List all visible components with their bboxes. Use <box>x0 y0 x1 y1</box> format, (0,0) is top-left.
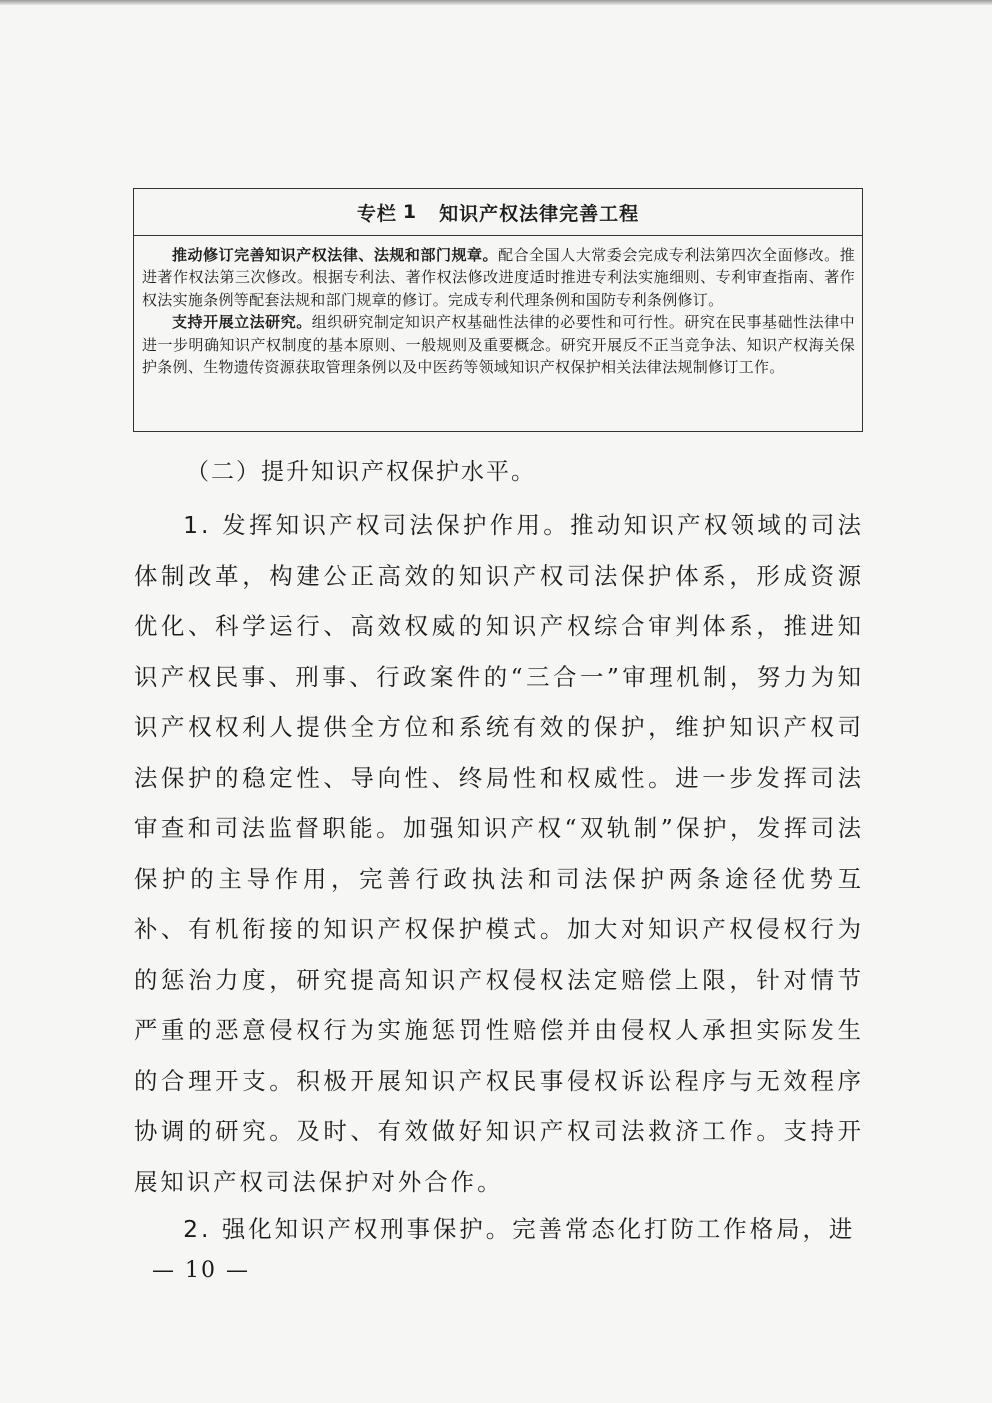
column-item <box>142 244 855 311</box>
column-item-lead: 推动修订完善知识产权法律、法规和部门规章。 <box>172 246 499 264</box>
body-paragraph <box>134 1204 864 1256</box>
column-item-text: 组织研究制定知识产权基础性法律的必要性和可行性。研究在民事基础性法律中进一步明确知识产权制度的基本原则、一般规则及重要概念。研究开展反不正当竞争法、知识产权海关保护条例、生物遗传资源获取管理条例以及中医药等领域知识产权保护相关法律法规制修订工作。 <box>142 313 855 377</box>
scan-top-edge <box>0 0 992 5</box>
body-paragraph <box>134 500 864 1207</box>
paragraph-text: 完善常态化打防工作格局，进 <box>512 1215 856 1243</box>
column-item-text: 配合全国人大常委会完成专利法第四次全面修改。推进著作权法第三次修改。根据专利法、著作权法修改进度适时推进专利法实施细则、专利审查指南、著作权法实施条例等配套法规和部门规章的修订。完成专利代理条例和国防专利条例修订。 <box>142 246 856 309</box>
page-number: — 10 — <box>152 1258 250 1283</box>
paragraph-text: 推动知识产权领域的司法体制改革，构建公正高效的知识产权司法保护体系，形成资源优化、科学运行、高效权威的知识产权综合审判体系，推进知识产权民事、刑事、行政案件的“三合一”审理机制，努力为知识产权权利人提供全方位和系统有效的保护，维护知识产权司法保护的稳定性、导向性、终局性和权威性。进一步发挥司法审查和司法监督职能。加强知识产权“双轨制”保护，发挥司法保护的主导作用，完善行政执法和司法保护两条途径优势互补、有机衔接的知识产权保护模式。加大对知识产权侵权行为的惩治力度，研究提高知识产权侵权法定赔偿上限，针对情节严重的恶意侵权行为实施惩罚性赔偿并由侵权人承担实际发生的合理开支。积极开展知识产权民事侵权诉讼程序与无效程序协调的研究。及时、有效做好知识产权司法救济工作。支持开展知识产权司法保护对外合作。 <box>134 511 864 1196</box>
column-item-lead: 支持开展立法研究。 <box>172 313 312 332</box>
column-box <box>133 188 863 432</box>
column-number: 1 <box>402 201 418 223</box>
column-title <box>134 189 862 236</box>
column-item <box>142 311 855 378</box>
column-label: 专栏 <box>356 202 397 225</box>
column-title-text: 知识产权法律完善工程 <box>439 202 640 225</box>
column-body <box>134 236 862 378</box>
paragraph-lead: 2. 强化知识产权刑事保护。 <box>183 1215 513 1243</box>
section-heading: （二）提升知识产权保护水平。 <box>186 459 536 485</box>
paragraph-lead: 1. 发挥知识产权司法保护作用。 <box>183 511 571 539</box>
